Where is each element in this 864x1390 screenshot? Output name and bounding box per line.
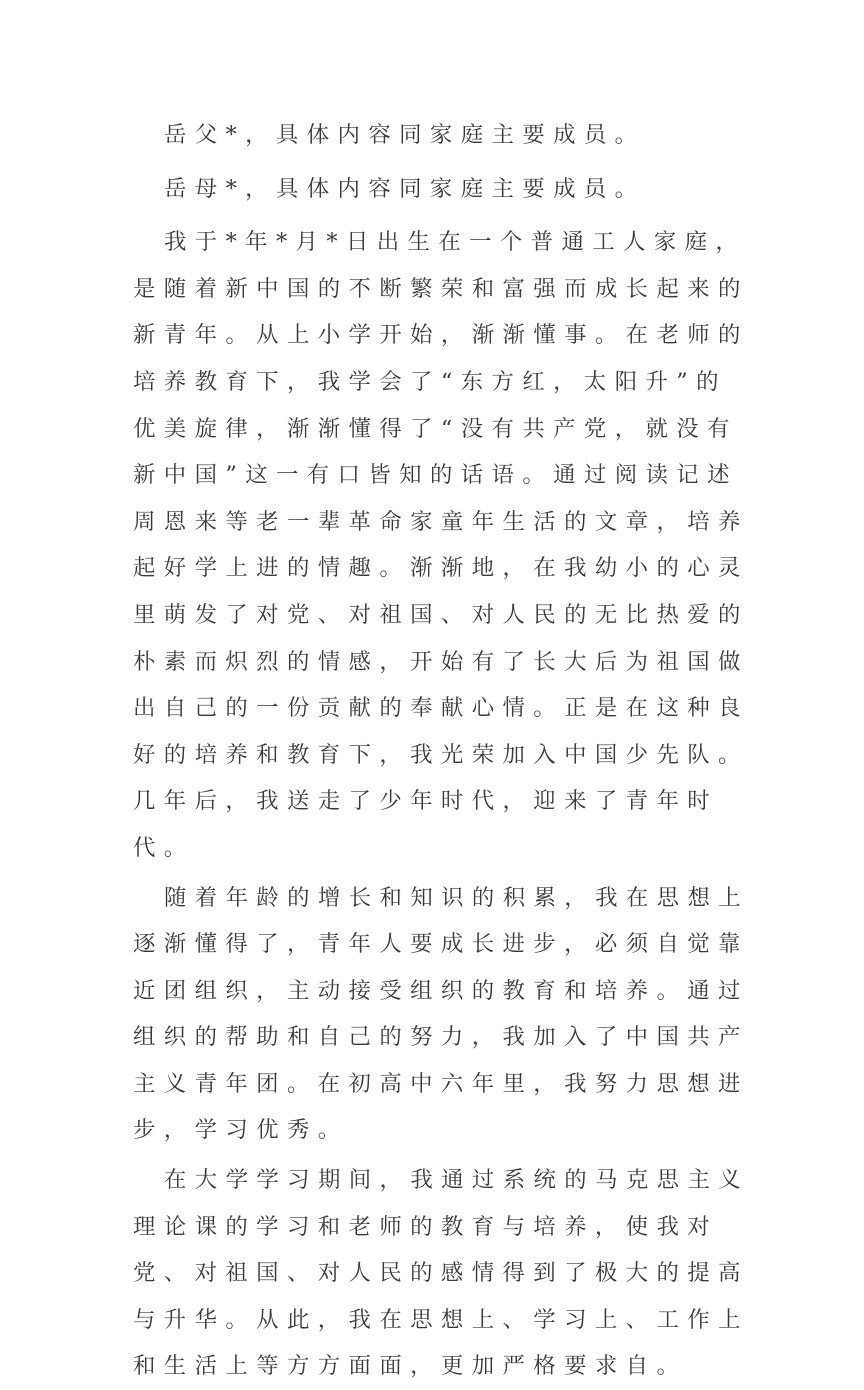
paragraph-childhood: 我于*年*月*日出生在一个普通工人家庭，是随着新中国的不断繁荣和富强而成长起来的新青年。从上小学开始，渐渐懂事。在老师的培养教育下，我学会了“东方红，太阳升”的优美旋律，渐渐懂得了“没有共产党，就没有新中国”这一有口皆知的话语。通过阅读记述周恩来等老一辈革命家童年生活的文章，培养起好学上进的情趣。渐渐地，在我幼小的心灵里萌发了对党、对祖国、对人民的无比热爱的朴素而炽烈的情感，开始有了长大后为祖国做出自己的一份贡献的奉献心情。正是在这种良好的培养和教育下，我光荣加入中国少先队。几年后，我送走了少年时代，迎来了青年时代。: [133, 229, 749, 861]
paragraph-youth-league: 随着年龄的增长和知识的积累，我在思想上逐渐懂得了，青年人要成长进步，必须自觉靠近团组织，主动接受组织的教育和培养。通过组织的帮助和自己的努力，我加入了中国共产主义青年团。在初高中六年里，我努力思想进步，学习优秀。: [133, 884, 750, 1144]
paragraph-father-in-law: 岳父*，具体内容同家庭主要成员。: [164, 122, 646, 148]
paragraph-university: 在大学学习期间，我通过系统的马克思主义理论课的学习和老师的教育与培养，使我对党、对祖国、对人民的感情得到了极大的提高与升华。从此，我在思想上、学习上、工作上和生活上等方方面面，更加严格要求自。: [133, 1167, 750, 1380]
document-page: [133, 112, 753, 1390]
paragraph-mother-in-law: 岳母*，具体内容同家庭主要成员。: [164, 175, 646, 202]
